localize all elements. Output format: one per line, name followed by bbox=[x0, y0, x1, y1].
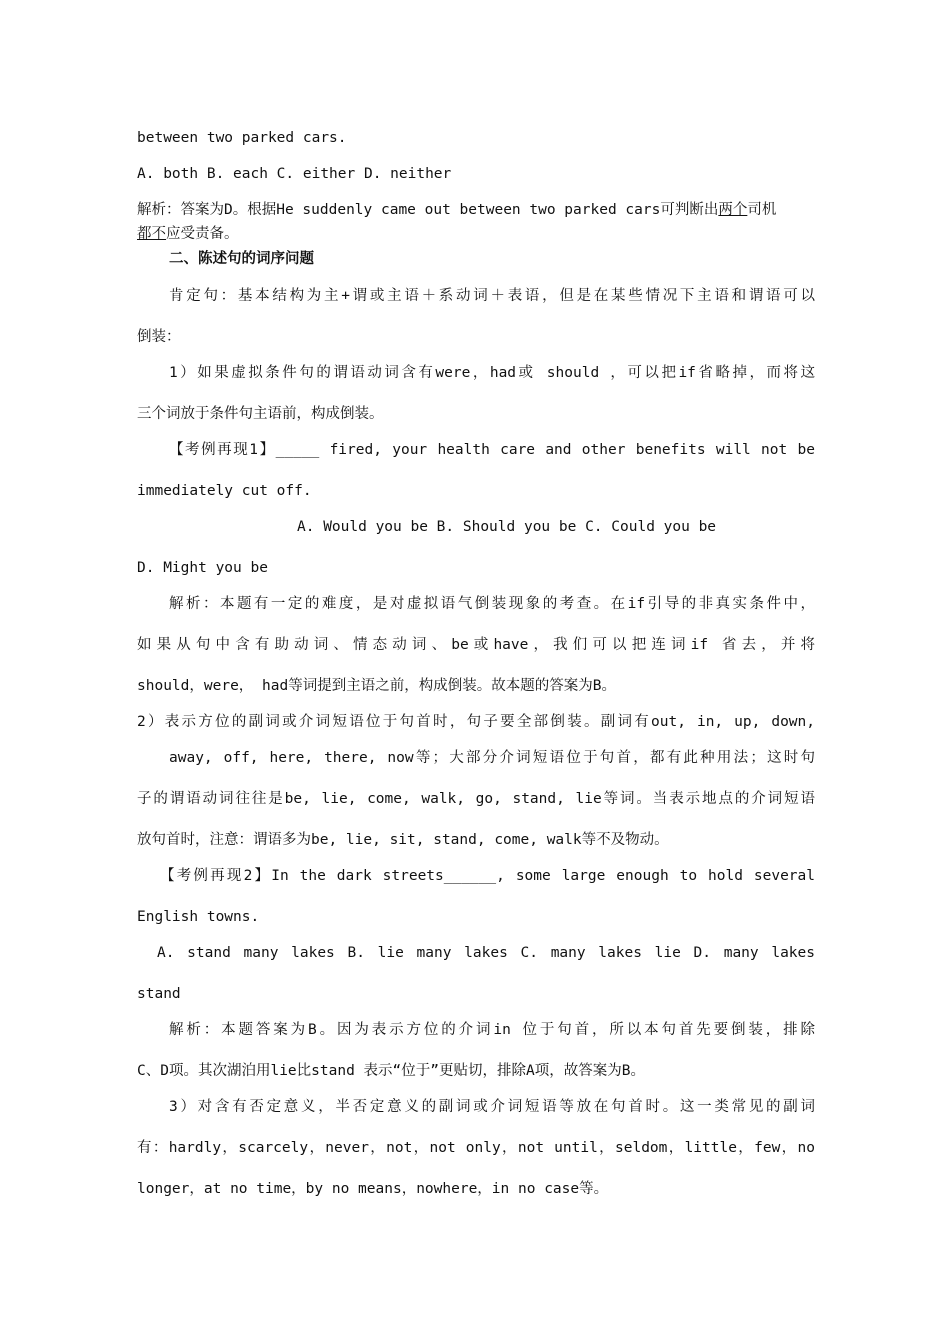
text-line: stand bbox=[137, 986, 181, 1002]
analysis-line bbox=[137, 200, 815, 220]
text-segment: 司机 bbox=[747, 202, 777, 218]
rule-item bbox=[137, 830, 815, 850]
example-question bbox=[137, 481, 815, 501]
text-line: 肯定句：基本结构为主+谓或主语＋系动词＋表语，但是在某些情况下主语和谓语可以 bbox=[169, 288, 815, 304]
text-line: 【考例再现1】_____ fired, your health care and other benefits will not be bbox=[169, 442, 815, 458]
example-question bbox=[160, 866, 815, 886]
text-line: D. Might you be bbox=[137, 560, 268, 576]
analysis-line bbox=[137, 635, 815, 655]
text-line: 3）对含有否定意义，半否定意义的副词或介词短语等放在句首时。这一类常见的副词 bbox=[169, 1099, 815, 1115]
text-line: 有：hardly，scarcely，never，not，not only，not until，seldom，little，few，no bbox=[137, 1140, 815, 1156]
text-line: 2）表示方位的副词或介词短语位于句首时，句子要全部倒装。副词有out, in, up, down, bbox=[137, 714, 815, 730]
text-line: A. stand many lakes B. lie many lakes C. many lakes lie D. many lakes bbox=[157, 945, 815, 961]
analysis-line bbox=[169, 1020, 815, 1040]
text-segment: 应受责备。 bbox=[166, 226, 239, 242]
text-line: longer，at no time，by no means，nowhere，in no case等。 bbox=[137, 1181, 609, 1197]
underlined-text: 都不 bbox=[137, 226, 166, 242]
rule-item bbox=[137, 712, 815, 732]
text-line: 解析：本题答案为B。因为表示方位的介词in 位于句首，所以本句首先要倒装，排除 bbox=[169, 1022, 815, 1038]
text-line: C、D项。其次湖泊用lie比stand 表示“位于”更贴切，排除A项，故答案为B。 bbox=[137, 1063, 645, 1079]
rule-item bbox=[137, 404, 815, 424]
text-segment: 解析：答案为D。根据He suddenly came out between two parked cars可判断出 bbox=[137, 202, 719, 218]
text-line: English towns. bbox=[137, 909, 260, 925]
rule-item bbox=[137, 1138, 815, 1158]
rule-item bbox=[137, 1179, 815, 1199]
example-question bbox=[137, 907, 815, 927]
text-line: 倒装： bbox=[137, 329, 181, 345]
text-line: 如果从句中含有助动词、情态动词、be或have，我们可以把连词if 省去，并将 bbox=[137, 637, 815, 653]
question-options bbox=[137, 558, 815, 578]
text-line: away, off, here, there, now等；大部分介词短语位于句首，都有此种用法；这时句 bbox=[169, 750, 815, 766]
text-line: A. Would you be B. Should you be C. Could you be bbox=[297, 519, 717, 535]
rule-item bbox=[169, 1097, 815, 1117]
text-line: A. both B. each C. either D. neither bbox=[137, 166, 452, 182]
section-heading bbox=[169, 249, 815, 269]
question-options bbox=[297, 517, 815, 537]
rule-item bbox=[169, 748, 815, 768]
underlined-text: 两个 bbox=[718, 202, 748, 218]
text-line: 三个词放于条件句主语前，构成倒装。 bbox=[137, 406, 384, 422]
text-line: 子的谓语动词往往是be, lie, come, walk, go, stand, lie等词。当表示地点的介词短语 bbox=[137, 791, 815, 807]
rule-item bbox=[137, 789, 815, 809]
question-options bbox=[157, 943, 815, 963]
text-line: should，were， had等词提到主语之前，构成倒装。故本题的答案为B。 bbox=[137, 678, 616, 694]
analysis-line bbox=[137, 676, 815, 696]
question-options bbox=[137, 984, 815, 1004]
paragraph-line bbox=[137, 327, 815, 347]
analysis-line bbox=[137, 1061, 815, 1081]
text-line: immediately cut off. bbox=[137, 483, 312, 499]
text-line: 放句首时，注意：谓语多为be, lie, sit, stand, come, walk等不及物动。 bbox=[137, 832, 669, 848]
example-question bbox=[169, 440, 815, 460]
text-line: 1）如果虚拟条件句的谓语动词含有were，had或 should ，可以把if省略掉，而将这 bbox=[169, 365, 815, 381]
rule-item bbox=[169, 363, 815, 383]
text-line: 解析：本题有一定的难度，是对虚拟语气倒装现象的考查。在if引导的非真实条件中， bbox=[169, 596, 815, 612]
analysis-line bbox=[137, 224, 815, 244]
text-line: 【考例再现2】In the dark streets______, some large enough to hold several bbox=[160, 868, 815, 884]
question-options bbox=[137, 164, 815, 184]
question-stem-end bbox=[137, 128, 815, 148]
heading-text: 二、陈述句的词序问题 bbox=[169, 251, 314, 267]
paragraph-line bbox=[169, 286, 815, 306]
text-line: between two parked cars. bbox=[137, 130, 347, 146]
analysis-line bbox=[169, 594, 815, 614]
